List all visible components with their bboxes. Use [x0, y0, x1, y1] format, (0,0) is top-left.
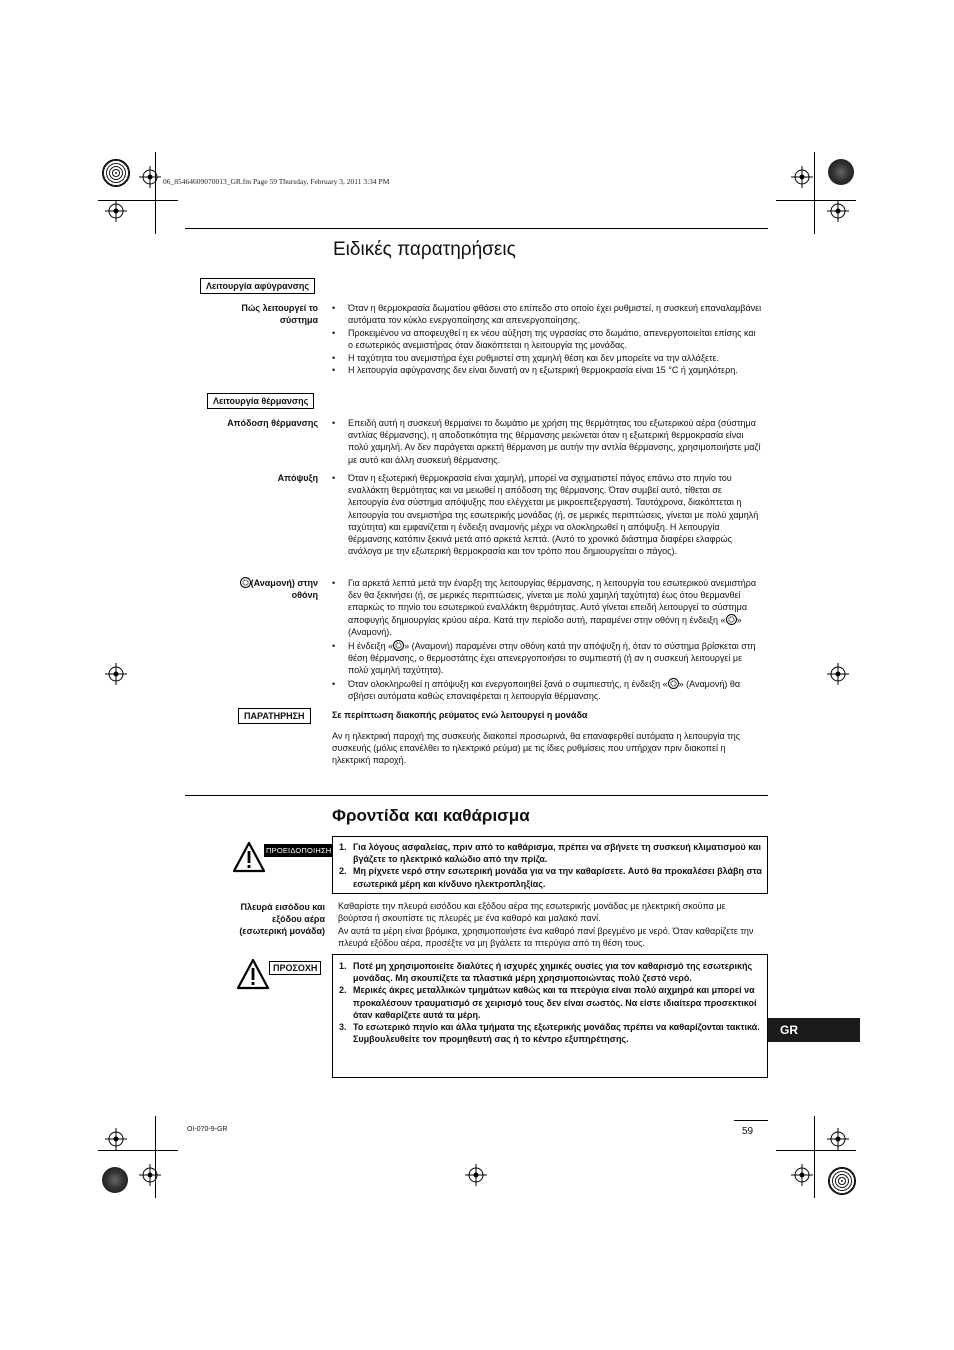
- list-item: • Η λειτουργία αφύγρανσης δεν είναι δυνατή αν η εξωτερική θερμοκρασία είναι 15 °C ή χαμηλότερη.: [332, 365, 738, 375]
- note-label: ΠΑΡΑΤΗΡΗΣΗ: [238, 708, 311, 724]
- list-item: 2. Μερικές άκρες μεταλλικών τμημάτων καθώς και τα πτερύγια είναι πολύ αιχμηρά και μπορεί να προκαλέσουν τραυματισμό σε χειρισμό τους δεν είναι σωστός. Να είστε ιδιαίτερα προσεκτικοί όταν καθαρίζετε αυτά τα μέρη.: [339, 985, 757, 1020]
- standby-icon: [668, 678, 679, 689]
- section-title-care-cleaning: Φροντίδα και καθάρισμα: [332, 806, 530, 825]
- list-item: • Η ταχύτητα του ανεμιστήρα έχει ρυθμιστεί στη χαμηλή θέση και δεν μπορείτε να την αλλάξετε.: [332, 353, 720, 363]
- crosshair-icon: [105, 1128, 127, 1150]
- crosshair-icon: [827, 663, 849, 685]
- crosshair-icon: [827, 1128, 849, 1150]
- list-item: • Η ένδειξη « » (Αναμονή) παραμένει στην οθόνη κατά την απόψυξη ή, όταν το σύστημα βρίσκεται στη θέση θέρμανσης, ο θερμοστάτης έχει απενεργοποιήσει το συμπιεστή (ή αν η συσκευή λειτουργεί με πολύ χαμηλή ταχύτητα).: [332, 641, 756, 676]
- crosshair-icon: [105, 663, 127, 685]
- crop-mark: [155, 152, 156, 234]
- list-item: 2. Μη ρίχνετε νερό στην εσωτερική μονάδα για να την καθαρίσετε. Αυτό θα προκαλέσει βλάβη στα εσωτερικά μέρη και κίνδυνο ηλεκτροπληξίας.: [339, 866, 762, 889]
- crosshair-icon: [791, 1164, 813, 1186]
- crosshair-icon: [139, 166, 161, 188]
- registration-disc-icon: [102, 1167, 128, 1193]
- list-item: • Προκειμένου να αποφευχθεί η εκ νέου αύξηση της υγρασίας στο δωμάτιο, απενεργοποιείται επίσης και ο εσωτερικός ανεμιστήρας όταν διακόπτεται η λειτουργία της μονάδας.: [332, 328, 756, 351]
- warning-badge: ΠΡΟΕΙΔΟΠΟΙΗΣΗ: [266, 846, 332, 855]
- crosshair-icon: [465, 1164, 487, 1186]
- note-heading: Σε περίπτωση διακοπής ρεύματος ενώ λειτουργεί η μονάδα: [332, 710, 588, 720]
- list-item: 3. Το εσωτερικό πηνίο και άλλα τμήματα της εξωτερικής μονάδας πρέπει να καθαρίζονται τακτικά. Συμβουλευθείτε τον προμηθευτή σας ή το κέντρο εξυπηρέτησης.: [339, 1022, 760, 1045]
- crosshair-icon: [827, 200, 849, 222]
- section-rule: [185, 795, 768, 796]
- crosshair-icon: [791, 166, 813, 188]
- standby-icon: [726, 614, 737, 625]
- section-rule: [185, 228, 768, 229]
- caution-triangle-icon: [236, 958, 270, 990]
- document-code: OI-070-9-GR: [187, 1126, 228, 1133]
- list-item: 1. Για λόγους ασφαλείας, πριν από το καθάρισμα, πρέπει να σβήνετε τη συσκευή κλιματισμού και βγάζετε το ηλεκτρικό καλώδιο από την πρίζα.: [339, 842, 761, 865]
- list-item: 1. Ποτέ μη χρησιμοποιείτε διαλύτες ή ισχυρές χημικές ουσίες για τον καθαρισμό της εσωτερικής μονάδας. Μη σκουπίζετε τα πλαστικά μέρη χρησιμοποιώντας πολύ ζεστό νερό.: [339, 961, 753, 984]
- crop-mark: [814, 1116, 815, 1198]
- registration-disc-icon: [102, 159, 130, 187]
- air-side-text-1: Καθαρίστε την πλευρά εισόδου και εξόδου αέρα της εσωτερικής μονάδας με ηλεκτρική σκούπα με βούρτσα ή σκουπίστε τις πλευρές με ένα καθαρό και μαλακό πανί.: [338, 901, 726, 924]
- caution-badge: ΠΡΟΣΟΧΗ: [269, 961, 321, 975]
- air-side-label: Πλευρά εισόδου και εξόδου αέρα (εσωτερική μονάδα): [239, 902, 325, 936]
- crosshair-icon: [139, 1164, 161, 1186]
- crop-mark: [814, 152, 815, 234]
- list-item: • Όταν η εξωτερική θερμοκρασία είναι χαμηλή, μπορεί να σχηματιστεί πάγος επάνω στο πηνίο του εναλλάκτη θερμότητας και να μειωθεί η απόδοση της θέρμανσης. Όταν συμβεί αυτό, τίθεται σε λειτουργία ένα σύστημα απόψυξης που ελέγχεται με μικροεπεξεργαστή. Ταυτόχρονα, διακόπτεται η λειτουργία του ανεμιστήρα της εσωτερικής μονάδας (ή, σε μερικές περιπτώσεις, γίνεται με πολύ χαμηλή ταχύτητα) και εμφανίζεται η ένδειξη αναμονής μέχρι να ολοκληρωθεί η απόψυξη. Η λειτουργία θέρμανσης κατόπιν ξεκινά μετά από αρκετά λεπτά. (Αυτό το χρονικό διάστημα διαφέρει ελαφρώς ανάλογα με την εξωτερική θερμοκρασία και τον τρόπο που δημιουργείται ο πάγος).: [332, 473, 759, 557]
- air-side-text-2: Αν αυτά τα μέρη είναι βρόμικα, χρησιμοποιήστε ένα καθαρό πανί βρεγμένο με νερό. Όταν καθαρίζετε την πλευρά εξόδου αέρα, προσέξτε να μη βγάλετε τα πτερύγια από τη θέση τους.: [338, 926, 754, 949]
- warning-triangle-icon: [232, 841, 266, 873]
- file-meta-header: 06_85464609070013_GR.fm Page 59 Thursday, February 3, 2011 3:34 PM: [163, 177, 390, 186]
- crop-mark: [776, 1150, 856, 1151]
- registration-disc-icon: [828, 1167, 856, 1195]
- standby-display-label: (Αναμονή) στην οθόνη: [190, 577, 318, 601]
- page-number-rule: [734, 1120, 768, 1121]
- standby-icon: [240, 577, 251, 588]
- caution-panel: [332, 954, 768, 1078]
- list-item: • Επειδή αυτή η συσκευή θερμαίνει το δωμάτιο με χρήση της θερμότητας του εξωτερικού αέρα (σύστημα αντλίας θέρμανσης), η αποδοτικότητα της θέρμανσης μειώνεται όταν η εξωτερική θερμοκρασία είναι πολύ χαμηλή. Αν δεν παράγεται αρκετή θέρμανση με αυτήν την αντλία θέρμανσης, χρησιμοποιήστε μαζί με αυτό και άλλη συσκευή θέρμανσης.: [332, 418, 761, 465]
- page-number: 59: [742, 1126, 754, 1137]
- list-item: • Για αρκετά λεπτά μετά την έναρξη της λειτουργίας θέρμανσης, η λειτουργία του εσωτερικού ανεμιστήρα δεν θα ξεκινήσει (ή, σε μερικές περιπτώσεις, γίνεται με πολύ χαμηλή ταχύτητα) έως ότου θερμανθεί επαρκώς το πηνίο του εσωτερικού εναλλάκτη θερμότητας. Αυτό γίνεται επειδή λειτουργεί το σύστημα αποφυγής δημιουργίας κρύου αέρα. Κατά την περίοδο αυτή, παραμένει στην οθόνη η ένδειξη « » (Αναμονή).: [332, 578, 757, 637]
- list-item: • Όταν ολοκληρωθεί η απόψυξη και ενεργοποιηθεί ξανά ο συμπιεστής, η ένδειξη « » (Αναμονή) θα σβήσει αυτόματα καθώς επαναφέρεται η λειτουργία θέρμανσης.: [332, 679, 741, 702]
- list-item: • Όταν η θερμοκρασία δωματίου φθάσει στο επίπεδο στο οποίο έχει ρυθμιστεί, η συσκευή επαναλαμβάνει αυτόματα τον κύκλο ενεργοποίησης και απενεργοποίησης.: [332, 303, 762, 326]
- warning-panel: [332, 836, 768, 894]
- defrost-label: Απόψυξη: [277, 473, 318, 483]
- crop-mark: [98, 1150, 178, 1151]
- standby-icon: [393, 640, 404, 651]
- drying-mode-label: Λειτουργία αφύγρανσης: [200, 278, 315, 294]
- language-tab: GR: [768, 1018, 860, 1042]
- heating-mode-label: Λειτουργία θέρμανσης: [207, 393, 314, 409]
- crosshair-icon: [105, 200, 127, 222]
- how-system-works-label: Πώς λειτουργεί το σύστημα: [241, 303, 318, 325]
- heating-performance-label: Απόδοση θέρμανσης: [227, 418, 318, 428]
- note-text: Αν η ηλεκτρική παροχή της συσκευής διακοπεί προσωρινά, θα επαναφερθεί αυτόματα η λειτουργία της συσκευής (μόλις επανέλθει το ηλεκτρικό ρεύμα) με τις ίδιες ρυθμίσεις που υπήρχαν πριν διακοπεί η ηλεκτρική παροχή.: [332, 731, 741, 766]
- registration-disc-icon: [828, 159, 854, 185]
- section-title-special-notes: Ειδικές παρατηρήσεις: [333, 239, 516, 260]
